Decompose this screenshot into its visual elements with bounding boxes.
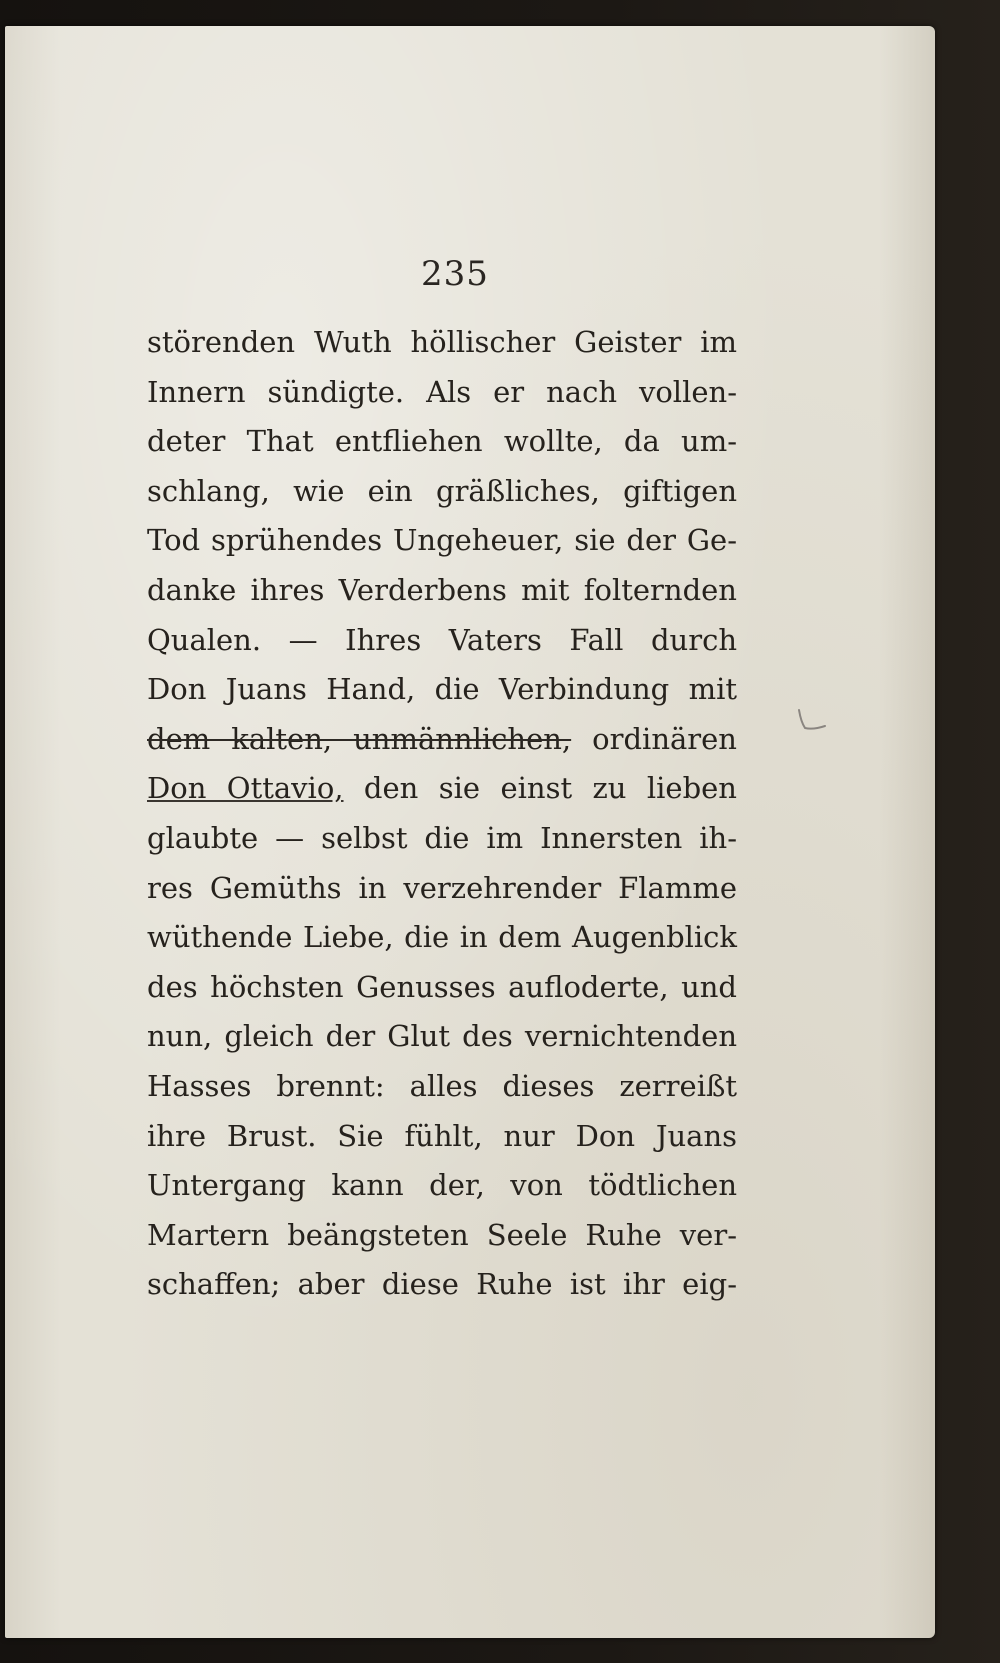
text-line-struck: [147, 715, 737, 765]
text-line: nun, gleich der Glut des vernichtenden: [147, 1019, 737, 1054]
text-line: deter That entfliehen wollte, da um-: [147, 424, 737, 459]
text-line: störenden Wuth höllischer Geister im: [147, 325, 737, 359]
text-line: schaffen; aber diese Ruhe ist ihr eig-: [147, 1267, 737, 1302]
text-line: glaubte — selbst die im Innersten ih-: [147, 820, 737, 855]
pencil-margin-mark: [795, 708, 829, 732]
text-line: Qualen. — Ihres Vaters Fall durch: [147, 622, 737, 657]
text-line: des höchsten Genusses aufloderte, und: [147, 969, 737, 1004]
text-line: Hasses brennt: alles dieses zerreißt: [147, 1068, 737, 1103]
text-line: res Gemüths in verzehrender Flamme: [147, 870, 737, 905]
body-text: [147, 318, 737, 1310]
text-line: Tod sprühendes Ungeheuer, sie der Ge-: [147, 523, 737, 558]
struck-through-text: dem kalten, unmännlichen,: [147, 721, 572, 756]
line-remainder: ordinären: [571, 721, 737, 756]
line-remainder: den sie einst zu lieben: [343, 771, 737, 806]
text-line: wüthende Liebe, die in dem Augenblick: [147, 920, 737, 955]
text-line: Innern sündigte. Als er nach vollen-: [147, 374, 737, 409]
text-line-underlined: [147, 764, 737, 814]
underlined-text: Don Ottavio,: [147, 771, 344, 806]
text-line: danke ihres Verderbens mit folternden: [147, 572, 737, 607]
book-page: [5, 26, 935, 1638]
text-line: schlang, wie ein gräßliches, giftigen: [147, 473, 737, 508]
text-line: Untergang kann der, von tödtlichen: [147, 1168, 737, 1203]
text-line: Don Juans Hand, die Verbindung mit: [147, 672, 737, 707]
text-line: ihre Brust. Sie fühlt, nur Don Juans: [147, 1118, 737, 1153]
text-line: Martern beängsteten Seele Ruhe ver-: [147, 1217, 737, 1252]
page-number: 235: [421, 254, 489, 294]
